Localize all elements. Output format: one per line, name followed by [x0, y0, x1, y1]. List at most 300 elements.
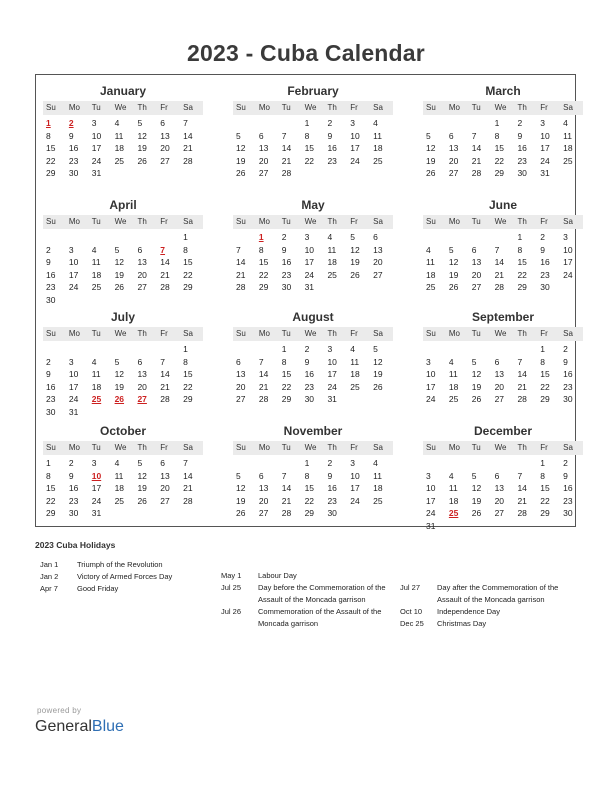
day-cell: 16: [46, 381, 56, 392]
day-cell: 27: [236, 394, 246, 404]
day-cell: 15: [304, 483, 315, 493]
day-cell: 5: [373, 344, 378, 354]
day-cell: 25: [373, 155, 383, 166]
empty-day-cell: [89, 231, 112, 244]
day-cell: 9: [563, 356, 568, 367]
day-cell: 12: [114, 257, 125, 267]
day-cell: 26: [137, 155, 147, 166]
day-cell: 25: [563, 155, 573, 166]
day-cell: 2: [46, 356, 51, 367]
day-cell: 12: [373, 356, 383, 367]
empty-day-cell: [180, 406, 203, 419]
day-cell: 19: [236, 495, 246, 506]
day-cell: 10: [350, 130, 360, 141]
day-cell: 2: [68, 458, 74, 468]
day-cell: 8: [517, 244, 523, 255]
day-cell: 15: [304, 143, 315, 153]
week-row: [423, 281, 583, 294]
day-cell: 13: [258, 143, 269, 153]
day-cell: 25: [327, 269, 337, 280]
day-cell: 5: [137, 118, 143, 128]
day-cell: 14: [471, 143, 482, 153]
weekday-label: Mo: [68, 443, 80, 452]
day-cell: 9: [68, 470, 74, 481]
weekday-label: Su: [236, 103, 246, 112]
day-cell: 13: [448, 143, 459, 153]
day-cell: 30: [46, 406, 56, 417]
week-row: [423, 155, 583, 168]
week-row: [423, 393, 583, 406]
day-cell: 20: [494, 495, 505, 506]
day-cell: 17: [426, 495, 436, 506]
day-cell: 19: [114, 381, 125, 392]
brand-blue: Blue: [91, 718, 124, 735]
day-cell: 3: [426, 470, 431, 481]
week-row: [43, 167, 203, 180]
day-cell: 14: [494, 257, 505, 267]
empty-day-cell: [256, 117, 279, 130]
day-cell: 23: [46, 282, 56, 292]
day-cell: 28: [281, 508, 292, 518]
day-cell: 4: [426, 244, 431, 255]
empty-day-cell: [112, 507, 135, 520]
week-row: [43, 457, 203, 470]
month-january: [43, 83, 203, 180]
day-cell: 6: [494, 470, 500, 481]
week-row: [423, 269, 583, 282]
week-row: [43, 142, 203, 155]
day-cell: 31: [426, 520, 436, 531]
day-cell: 16: [563, 369, 573, 379]
day-cell: 2: [304, 344, 310, 354]
day-cell: 26: [236, 168, 246, 178]
weekday-label: Th: [517, 103, 527, 112]
day-cell: 31: [91, 168, 102, 178]
day-cell: 5: [448, 244, 454, 255]
day-cell: 31: [68, 406, 79, 417]
weekday-label: We: [494, 329, 507, 338]
day-cell: 14: [183, 130, 193, 141]
day-cell: 1: [517, 232, 523, 242]
day-cell: 31: [304, 282, 315, 292]
day-cell: 15: [46, 483, 56, 493]
weekday-label: Th: [327, 217, 337, 226]
day-cell: 8: [46, 130, 51, 141]
holiday-column: [40, 559, 220, 595]
day-cell: 10: [91, 130, 102, 141]
weekday-label: Mo: [258, 443, 270, 452]
day-cell: 11: [426, 257, 435, 267]
empty-day-cell: [66, 231, 89, 244]
holiday-item: [400, 582, 580, 606]
empty-day-cell: [112, 294, 135, 307]
holidays-heading: 2023 Cuba Holidays: [35, 540, 116, 550]
day-cell: 26: [236, 508, 246, 518]
empty-day-cell: [66, 294, 89, 307]
empty-day-cell: [233, 117, 256, 130]
empty-day-cell: [492, 343, 515, 356]
day-cell: 25: [114, 495, 125, 506]
holiday-item: [40, 559, 220, 571]
day-cell: 16: [68, 143, 79, 153]
holiday-day-cell: 1: [46, 118, 51, 128]
month-name: June: [488, 198, 517, 212]
weekday-label: Fr: [540, 217, 548, 226]
week-row: [43, 294, 203, 307]
day-cell: 12: [448, 257, 459, 267]
week-row: [43, 495, 203, 508]
day-cell: 23: [281, 269, 292, 280]
holiday-name: Independence Day: [437, 607, 500, 616]
day-cell: 5: [236, 470, 241, 481]
empty-day-cell: [446, 117, 469, 130]
day-cell: 13: [494, 483, 505, 493]
day-cell: 21: [517, 381, 527, 392]
day-cell: 14: [517, 483, 527, 493]
month-july: [43, 309, 203, 418]
empty-day-cell: [324, 167, 347, 180]
day-cell: 15: [540, 369, 550, 379]
holiday-date: May 1: [221, 571, 242, 580]
day-cell: 1: [281, 344, 287, 354]
weekday-label: Mo: [68, 329, 80, 338]
day-cell: 11: [373, 130, 382, 141]
day-cell: 28: [517, 508, 527, 518]
day-cell: 21: [494, 269, 505, 280]
day-cell: 2: [540, 232, 546, 242]
week-row: [43, 356, 203, 369]
weekday-label: Su: [46, 217, 56, 226]
week-row: [233, 256, 393, 269]
week-row: [233, 244, 393, 257]
empty-day-cell: [43, 343, 66, 356]
weekday-label: Fr: [160, 103, 168, 112]
empty-day-cell: [302, 167, 325, 180]
day-cell: 1: [494, 118, 500, 128]
weekday-label: Fr: [540, 329, 548, 338]
day-cell: 21: [236, 269, 246, 280]
week-row: [43, 117, 203, 130]
day-cell: 9: [46, 369, 51, 379]
day-cell: 20: [494, 381, 505, 392]
empty-day-cell: [423, 457, 446, 470]
empty-day-cell: [134, 231, 157, 244]
weekday-label: Th: [137, 103, 147, 112]
weekday-label: Th: [327, 443, 337, 452]
month-name: July: [110, 310, 135, 324]
day-cell: 30: [540, 282, 550, 292]
day-cell: 28: [494, 282, 505, 292]
empty-day-cell: [157, 406, 180, 419]
day-cell: 24: [68, 282, 79, 292]
week-row: [233, 470, 393, 483]
week-row: [43, 381, 203, 394]
day-cell: 9: [517, 130, 523, 141]
empty-day-cell: [134, 507, 157, 520]
day-cell: 13: [471, 257, 482, 267]
day-cell: 5: [236, 130, 241, 141]
day-cell: 20: [160, 483, 170, 493]
day-cell: 26: [426, 168, 436, 178]
empty-day-cell: [180, 167, 203, 180]
week-row: [43, 281, 203, 294]
weekday-label: We: [304, 103, 317, 112]
day-cell: 22: [183, 269, 193, 280]
holiday-name: Day before the Commemoration of the Assault of the Moncada garrison: [258, 583, 386, 604]
week-row: [423, 457, 583, 470]
day-cell: 15: [258, 257, 269, 267]
week-row: [423, 231, 583, 244]
day-cell: 13: [137, 369, 147, 379]
empty-day-cell: [469, 520, 492, 533]
week-row: [423, 117, 583, 130]
empty-day-cell: [514, 520, 537, 533]
empty-day-cell: [423, 117, 446, 130]
day-cell: 15: [183, 257, 193, 267]
day-cell: 12: [137, 130, 147, 141]
day-cell: 16: [327, 483, 337, 493]
month-name: December: [473, 424, 533, 438]
weekday-label: Th: [327, 329, 337, 338]
month-name: March: [485, 84, 521, 98]
day-cell: 29: [258, 282, 269, 292]
day-cell: 21: [183, 143, 193, 153]
day-cell: 27: [137, 282, 147, 292]
day-cell: 30: [304, 394, 315, 404]
holiday-item: [400, 606, 580, 618]
weekday-label: Tu: [91, 443, 101, 452]
day-cell: 13: [236, 369, 246, 379]
empty-day-cell: [157, 343, 180, 356]
weekday-label: Tu: [281, 103, 291, 112]
day-cell: 27: [373, 269, 383, 280]
day-cell: 30: [46, 294, 56, 305]
day-cell: 11: [448, 483, 458, 493]
week-row: [233, 393, 393, 406]
weekday-label: We: [304, 443, 317, 452]
day-cell: 29: [183, 394, 193, 404]
weekday-label: Mo: [258, 329, 270, 338]
week-row: [43, 393, 203, 406]
weekday-header: [423, 215, 583, 229]
day-cell: 18: [373, 483, 383, 493]
day-cell: 20: [160, 143, 170, 153]
day-cell: 30: [68, 168, 79, 178]
week-row: [233, 495, 393, 508]
day-cell: 19: [426, 155, 436, 166]
empty-day-cell: [89, 294, 112, 307]
day-cell: 22: [304, 495, 315, 506]
day-cell: 3: [68, 244, 74, 255]
day-cell: 4: [114, 458, 120, 468]
day-cell: 27: [494, 394, 505, 404]
weekday-label: Fr: [160, 329, 168, 338]
day-cell: 9: [563, 470, 568, 481]
week-row: [423, 520, 583, 533]
day-cell: 30: [68, 508, 79, 518]
day-cell: 24: [91, 155, 102, 166]
day-cell: 11: [350, 356, 360, 367]
day-cell: 22: [540, 495, 550, 506]
day-cell: 7: [281, 130, 287, 141]
week-row: [43, 244, 203, 257]
day-cell: 7: [281, 470, 287, 481]
holiday-item: [221, 570, 401, 582]
empty-day-cell: [157, 231, 180, 244]
day-cell: 22: [46, 155, 56, 166]
day-cell: 5: [114, 244, 120, 255]
day-cell: 10: [68, 369, 79, 379]
day-cell: 4: [448, 356, 454, 367]
day-cell: 6: [160, 118, 166, 128]
day-cell: 10: [350, 470, 360, 481]
day-cell: 4: [327, 232, 333, 242]
day-cell: 5: [114, 356, 120, 367]
empty-day-cell: [157, 294, 180, 307]
day-cell: 6: [258, 130, 264, 141]
week-row: [43, 507, 203, 520]
day-cell: 14: [281, 483, 292, 493]
day-cell: 3: [91, 458, 97, 468]
week-row: [43, 406, 203, 419]
week-row: [233, 269, 393, 282]
weekday-label: Mo: [68, 217, 80, 226]
day-cell: 18: [563, 143, 573, 153]
day-cell: 19: [471, 381, 482, 392]
month-name: April: [109, 198, 137, 212]
weekday-label: Sa: [563, 217, 573, 226]
day-cell: 21: [183, 483, 193, 493]
holiday-name: Day after the Commemoration of the Assault of the Moncada garrison: [437, 583, 559, 604]
day-cell: 13: [137, 257, 147, 267]
day-cell: 7: [471, 130, 477, 141]
day-cell: 16: [540, 257, 550, 267]
day-cell: 7: [494, 244, 500, 255]
month-april: [43, 197, 203, 306]
day-cell: 19: [471, 495, 482, 506]
weekday-label: Th: [327, 103, 337, 112]
day-cell: 28: [160, 282, 170, 292]
day-cell: 8: [540, 470, 546, 481]
day-cell: 17: [350, 483, 360, 493]
empty-day-cell: [180, 507, 203, 520]
day-cell: 21: [471, 155, 482, 166]
weekday-label: Th: [517, 217, 527, 226]
day-cell: 27: [160, 155, 170, 166]
weekday-label: Sa: [563, 103, 573, 112]
day-cell: 14: [517, 369, 527, 379]
empty-day-cell: [370, 281, 393, 294]
day-cell: 4: [563, 118, 568, 128]
day-cell: 17: [91, 143, 102, 153]
day-cell: 18: [426, 269, 436, 280]
week-row: [423, 507, 583, 520]
weekday-label: Su: [236, 329, 246, 338]
weekday-label: Sa: [183, 217, 193, 226]
weekday-label: Mo: [258, 217, 270, 226]
day-cell: 19: [137, 483, 147, 493]
day-cell: 3: [304, 232, 310, 242]
month-october: [43, 423, 203, 520]
day-cell: 28: [236, 282, 246, 292]
day-cell: 18: [350, 369, 360, 379]
weekday-header: [233, 327, 393, 341]
month-august: [233, 309, 393, 406]
empty-day-cell: [492, 457, 515, 470]
weekday-header: [43, 441, 203, 455]
day-cell: 11: [114, 470, 124, 481]
day-cell: 19: [373, 369, 383, 379]
weekday-label: Fr: [540, 443, 548, 452]
day-cell: 11: [114, 130, 124, 141]
day-cell: 1: [183, 232, 188, 242]
weekday-label: Tu: [281, 329, 291, 338]
week-row: [233, 457, 393, 470]
day-cell: 6: [160, 458, 166, 468]
holiday-day-cell: 7: [160, 244, 166, 255]
empty-day-cell: [446, 457, 469, 470]
month-name: October: [99, 424, 146, 438]
weekday-label: Fr: [350, 103, 358, 112]
weekday-label: Mo: [68, 103, 80, 112]
day-cell: 15: [494, 143, 505, 153]
day-cell: 17: [68, 381, 79, 392]
day-cell: 27: [448, 168, 459, 178]
day-cell: 7: [517, 470, 523, 481]
day-cell: 17: [563, 257, 573, 267]
day-cell: 10: [540, 130, 550, 141]
day-cell: 20: [258, 155, 269, 166]
powered-by-label: powered by: [37, 706, 82, 715]
day-cell: 12: [137, 470, 147, 481]
day-cell: 13: [160, 130, 170, 141]
month-march: [423, 83, 583, 180]
week-row: [233, 482, 393, 495]
day-cell: 13: [258, 483, 269, 493]
month-december: [423, 423, 583, 532]
month-name: August: [292, 310, 334, 324]
day-cell: 24: [426, 508, 436, 518]
day-cell: 22: [494, 155, 505, 166]
weekday-header: [423, 441, 583, 455]
day-cell: 21: [517, 495, 527, 506]
empty-day-cell: [256, 457, 279, 470]
week-row: [43, 470, 203, 483]
day-cell: 4: [373, 118, 378, 128]
weekday-label: Fr: [350, 217, 358, 226]
holiday-item: [400, 618, 580, 630]
day-cell: 29: [304, 508, 315, 518]
empty-day-cell: [279, 457, 302, 470]
day-cell: 23: [327, 495, 337, 506]
day-cell: 25: [114, 155, 125, 166]
holiday-name: Triumph of the Revolution: [77, 560, 163, 569]
day-cell: 11: [91, 257, 101, 267]
empty-day-cell: [469, 343, 492, 356]
week-row: [233, 381, 393, 394]
day-cell: 30: [517, 168, 527, 178]
day-cell: 2: [327, 458, 333, 468]
day-cell: 7: [258, 356, 264, 367]
day-cell: 25: [448, 394, 459, 404]
day-cell: 22: [304, 155, 315, 166]
weekday-label: Sa: [563, 329, 573, 338]
day-cell: 20: [258, 495, 269, 506]
weekday-label: Sa: [563, 443, 573, 452]
brand-logo: [35, 718, 124, 736]
day-cell: 10: [563, 244, 573, 255]
day-cell: 24: [563, 269, 573, 280]
